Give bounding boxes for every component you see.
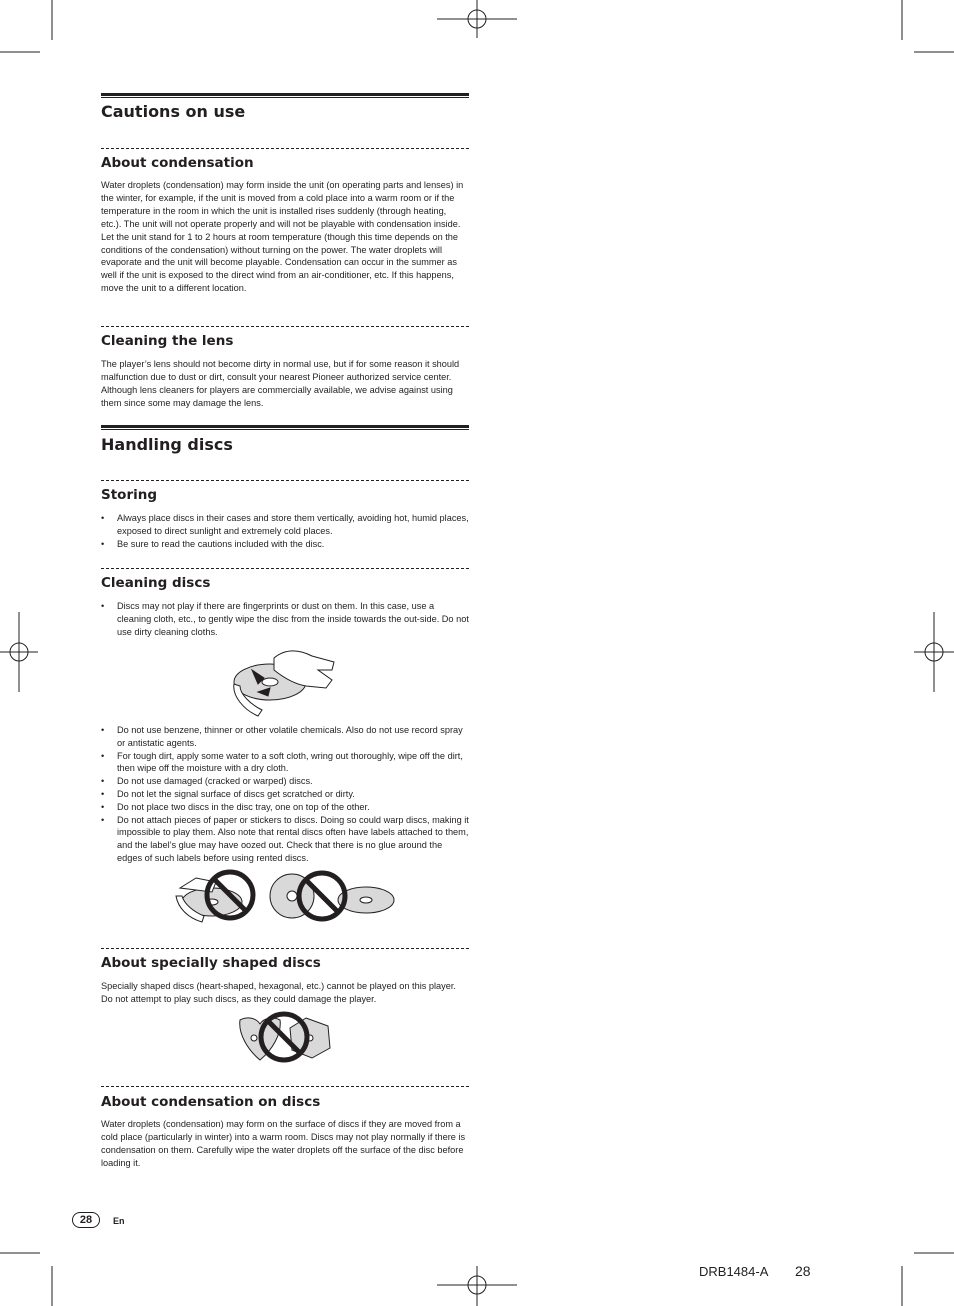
cleaning-list-a	[101, 600, 469, 638]
divider	[101, 568, 469, 569]
no-circular-wiping-illustration	[172, 868, 260, 924]
heading-about-condensation: About condensation	[101, 155, 254, 171]
list-item: • Discs may not play if there are fingerprints or dust on them. In this case, use a cleaning cloth, etc., to gently wipe the disc from the inside towards the out-side. Do not use dirty cleaning cloths.	[101, 600, 469, 638]
cleaning-list-b	[101, 724, 469, 865]
divider	[101, 326, 469, 327]
list-item: • Do not use benzene, thinner or other volatile chemicals. Also do not use record spray or antistatic agents.	[101, 724, 469, 750]
list-item: • For tough dirt, apply some water to a soft cloth, wring out thoroughly, wipe off the dirt, then wipe off the moisture with a dry cloth.	[101, 750, 469, 776]
divider	[101, 948, 469, 949]
no-shaped-discs-illustration	[234, 1010, 334, 1064]
section-title-cautions: Cautions on use	[101, 102, 246, 121]
no-stickers-illustration	[268, 866, 396, 926]
divider	[101, 480, 469, 481]
heading-condensation-on-discs: About condensation on discs	[101, 1094, 321, 1110]
list-item: • Do not let the signal surface of discs get scratched or dirty.	[101, 788, 469, 801]
list-item: • Do not use damaged (cracked or warped) discs.	[101, 775, 469, 788]
page-number-badge: 28	[72, 1212, 100, 1228]
language-label: En	[113, 1216, 125, 1226]
storing-list	[101, 512, 469, 550]
section-rule	[101, 425, 469, 431]
list-item: • Always place discs in their cases and store them vertically, avoiding hot, humid places, exposed to direct sunlight and extremely cold places.	[101, 512, 469, 538]
heading-storing: Storing	[101, 487, 158, 503]
list-item: • Do not attach pieces of paper or stickers to discs. Doing so could warp discs, making it impossible to play them. Also note that rental discs often have labels attached to them, and the label’s glue may have oozed out. Check that there is no glue around the edges of such labels before using rented discs.	[101, 814, 469, 865]
divider	[101, 1086, 469, 1087]
disc-wiping-illustration	[228, 640, 340, 720]
lens-text: The player’s lens should not become dirty in normal use, but if for some reason it should malfunction due to dust or dirt, consult your nearest Pioneer authorized service center. Although lens cleaners for players are commercially available, we advise against using them since some may damage the lens.	[101, 359, 460, 408]
section-title-handling-discs: Handling discs	[101, 435, 233, 454]
divider	[101, 148, 469, 149]
disc-condensation-text: Water droplets (condensation) may form on the surface of discs if they are moved from a cold place (particularly in winter) into a warm room. Discs may not play normally if there is condensation on them. Carefully wipe the water droplets off the surface of the disc before loading it.	[101, 1119, 466, 1168]
condensation-text: Water droplets (condensation) may form inside the unit (on operating parts and lenses) in the winter, for example, if the unit is moved from a cold place into a warm room or if the temperature in the room in which the unit is installed rises suddenly (through heating, etc.). The unit will not operate properly and will not be playable with condensation inside. Let the unit stand for 1 to 2 hours at room temperature (though this time depends on the conditions of the condensation) without turning on the power. The water droplets will evaporate and the unit will become playable. Condensation can occur in the summer as well if the unit is exposed to the direct wind from an air-conditioner, etc. If this happens, move the unit to a different location.	[101, 180, 464, 294]
footer-page-number: 28	[795, 1263, 811, 1279]
document-code: DRB1484-A	[699, 1264, 769, 1279]
heading-specially-shaped-discs: About specially shaped discs	[101, 955, 321, 971]
heading-cleaning-discs: Cleaning discs	[101, 575, 211, 591]
shaped-discs-text: Specially shaped discs (heart-shaped, hexagonal, etc.) cannot be played on this player. Do not attempt to play such discs, as they could damage the player.	[101, 981, 456, 1004]
heading-cleaning-lens: Cleaning the lens	[101, 333, 234, 349]
section-rule	[101, 93, 469, 99]
list-item: • Do not place two discs in the disc tray, one on top of the other.	[101, 801, 469, 814]
list-item: • Be sure to read the cautions included with the disc.	[101, 538, 469, 551]
